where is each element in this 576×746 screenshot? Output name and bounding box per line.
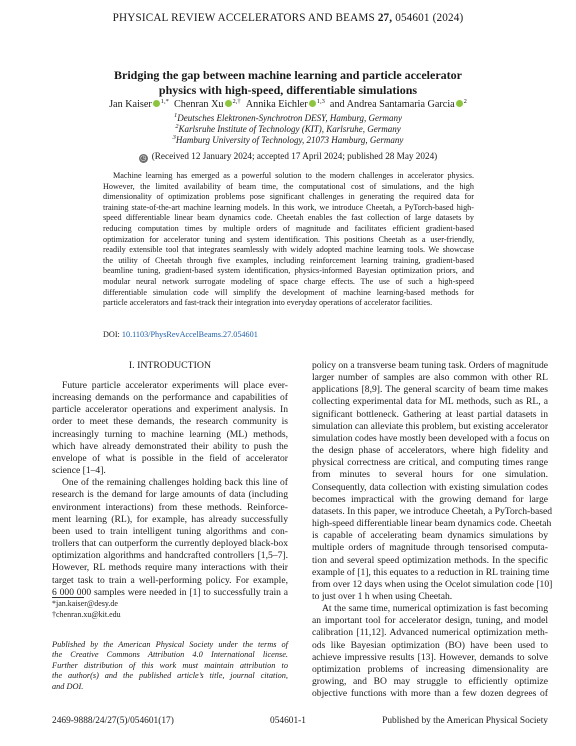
publication-note-line: Further distribution of this work must maintain attribution to: [52, 660, 288, 670]
body-line: 6 000 000 samples were needed in [1] to successfully train a: [52, 586, 288, 598]
publication-note-line: Published by the American Physical Society under the terms of: [52, 640, 288, 649]
body-line: order to meet these demands, the research community is: [52, 416, 288, 428]
body-line: increasingly turning to machine learning (ML) methods,: [52, 428, 288, 440]
body-line: At the same time, numerical optimization is fast becoming: [322, 603, 548, 615]
author-list: Jan Kaiser $^{1,*}$ Chenran Xu $^{2,\dagger}$ Annika Eichler $^{1,3}$ and Andrea Santamaria Garcia $^2$: [109, 98, 467, 110]
body-line: Consequently, data collection with existing simulation codes: [312, 481, 548, 493]
abstract-line: reducing computation times by multiple orders of magnitude and facilitates efficient gradient-based: [103, 223, 474, 233]
body-line: science [1–4].: [52, 465, 106, 477]
body-line: from minutes to several hours for one simulation.: [312, 469, 548, 481]
received-dates: ◷ (Received 12 January 2024; accepted 17 April 2024; published 28 May 2024): [140, 151, 438, 162]
footnote-email[interactable]: †chenran.xu@kit.edu: [52, 610, 121, 619]
abstract-line: optimization for accelerator tuning and system identification. This positions Cheetah as a user-friendly,: [103, 234, 474, 244]
orcid-icon[interactable]: [309, 100, 316, 107]
abstract-line: modular neural network surrogate modeling of space charge effects. The use of such a high-speed: [103, 276, 474, 286]
body-line: example of [1], this equates to a reduction in RL training time: [312, 566, 550, 578]
abstract-line: training state-of-the-art machine learning models. In this work, we introduce Cheetah, a PyTorch-based high-: [103, 202, 474, 212]
body-line: applications [8,9]. The general scarcity of beam time makes: [312, 384, 548, 396]
left-column: [52, 380, 288, 599]
body-line: target task to train a well-performing policy. For example,: [52, 574, 288, 586]
publication-note-line: the Creative Commons Attribution 4.0 International license.: [52, 650, 288, 660]
abstract-line: differentiable simulation code will simplify the development of machine learning-based methods for: [103, 287, 474, 297]
body-line: particle accelerator operations and experiment analysis. In: [52, 404, 288, 416]
body-line: optimization algorithms and handcrafted controllers [1,5–7].: [52, 550, 288, 562]
body-line: the design phase of accelerators, where high fidelity and: [312, 445, 548, 457]
body-line: optimization problems of increasing dimensionality are: [312, 663, 548, 675]
author-name[interactable]: Jan Kaiser: [109, 99, 152, 110]
body-line: ment learning (RL), for example, has already successfully: [52, 513, 288, 525]
body-line: increasing demands on the performance and capabilities of: [52, 392, 288, 404]
abstract-line: Machine learning has emerged as a powerful solution to the modern challenges in accelerator physics.: [113, 171, 474, 180]
title-line: physics with high-speed, differentiable simulations: [158, 83, 418, 97]
body-line: growing, and BO may struggle to efficiently optimize: [312, 676, 548, 688]
section-heading: I. INTRODUCTION: [128, 360, 212, 371]
body-line: calibration [11,12]. Advanced numerical optimization meth-: [312, 627, 548, 639]
doi: DOI: 10.1103/PhysRevAccelBeams.27.054601: [103, 330, 258, 339]
body-line: objective functions with more than a few dozen degrees of: [312, 688, 548, 700]
publication-note-line: and DOI.: [52, 681, 84, 691]
body-line: One of the remaining challenges holding back this line of: [62, 477, 288, 489]
body-line: to just over 1 h when using Cheetah.: [312, 590, 453, 602]
body-line: trollers that can outperform the currently deployed black-box: [52, 538, 288, 550]
author-name[interactable]: Andrea Santamaria Garcia: [346, 99, 455, 110]
body-line: envelope of what is possible in the field of accelerator: [52, 452, 288, 464]
affiliation: $^1$Deutsches Elektronen-Synchrotron DESY, Hamburg, Germany: [173, 112, 403, 123]
body-line: is capable of accelerating beam dynamics simulations by: [312, 530, 548, 542]
footnote-email[interactable]: *jan.kaiser@desy.de: [52, 599, 118, 608]
body-line: simulation can alleviate this problem, but existing accelerator: [312, 420, 549, 432]
orcid-icon[interactable]: [225, 100, 232, 107]
running-head: PHYSICAL REVIEW ACCELERATORS AND BEAMS 27, 054601 (2024): [112, 12, 464, 24]
clock-icon: ◷: [140, 154, 147, 162]
affiliation: $^3$Hamburg University of Technology, 21073 Hamburg, Germany: [172, 134, 404, 145]
body-line: However, RL methods require many interactions with their: [52, 562, 288, 574]
body-line: larger number of samples are also common with other RL: [312, 372, 548, 384]
abstract-line: particle accelerators and fast-track their integration into everyday operations of accelerator facilities.: [103, 298, 433, 308]
abstract-line: dimensionality of optimization problems pose significant challenges in generating the required data for: [103, 192, 474, 202]
body-line: policy on a transverse beam tuning task. Orders of magnitude: [312, 360, 549, 371]
body-line: collecting experimental data for ML methods, such as RL, a: [312, 396, 548, 408]
body-line: research is the demand for large amounts of data (including: [52, 489, 288, 501]
body-line: which have already demonstrated their ability to push the: [52, 440, 288, 452]
body-line: environment interactions) from these methods. Reinforce-: [52, 501, 288, 513]
footnote-rule: [52, 597, 84, 598]
body-line: an important tool for accelerator design, tuning, and model: [312, 615, 548, 627]
right-column: [312, 360, 553, 700]
title-line: Bridging the gap between machine learning and particle accelerator: [114, 68, 462, 82]
abstract-line: However, the limited availability of beam time, the computational cost of simulations, and the high: [103, 181, 474, 191]
orcid-icon[interactable]: [456, 100, 463, 107]
body-line: simulation codes have mostly been developed with a focus on: [312, 432, 550, 444]
footer-issn: 2469-9888/24/27(5)/054601(17): [52, 716, 174, 726]
publication-note-line: the author(s) and the published article’s title, journal citation,: [52, 671, 288, 681]
footer-page-number: 054601-1: [270, 716, 306, 726]
body-line: tion and several speed optimization methods. In the specific: [312, 554, 548, 566]
body-line: physical correctness are critical, and computing times range: [312, 457, 548, 469]
body-line: datasets. In this paper, we introduce Cheetah, a PyTorch-based: [312, 505, 553, 517]
publication-note: [52, 640, 288, 692]
body-line: multiple orders of magnitude through tensorised computa-: [312, 542, 548, 554]
body-line: from over 12 days when using the Ocelot simulation code [10]: [312, 578, 553, 590]
abstract-line: the utility of Cheetah through five examples, including reinforcement learning training, gradient-based: [103, 255, 474, 265]
body-line: ods like Bayesian optimization (BO) have been used to: [312, 639, 548, 651]
paper-title: [60, 68, 516, 98]
abstract-line: speed differentiable linear beam dynamics code. Cheetah enables the fast collection of large datasets by: [103, 213, 474, 223]
orcid-icon[interactable]: [153, 100, 160, 107]
author-name[interactable]: Chenran Xu: [174, 99, 224, 110]
body-line: Future particle accelerator experiments will place ever-: [62, 380, 288, 391]
body-line: significant bottleneck. Gathering at least partial datasets in: [312, 408, 548, 420]
author-name[interactable]: Annika Eichler: [245, 99, 308, 110]
abstract-line: beamline tuning, gradient-based system identification, physics-informed Bayesian optimization priors, and: [103, 266, 474, 276]
body-line: high-speed differentiable linear beam dynamics code. Cheetah: [312, 518, 552, 530]
footer-publisher: Published by the American Physical Society: [382, 716, 548, 726]
affiliation: $^2$Karlsruhe Institute of Technology (KIT), Karlsruhe, Germany: [175, 123, 401, 134]
body-line: becomes impractical with the growing demand for large: [312, 493, 548, 505]
doi-link[interactable]: 10.1103/PhysRevAccelBeams.27.054601: [121, 330, 258, 339]
body-line: achieve impressive results [13]. However, demands to solve: [312, 651, 548, 663]
abstract-line: readily extensible tool that integrates seamlessly with widely adopted machine learning tools. We showcase: [103, 245, 474, 255]
body-line: been used to train intelligent tuning algorithms and con-: [52, 525, 288, 537]
abstract: [103, 171, 474, 309]
